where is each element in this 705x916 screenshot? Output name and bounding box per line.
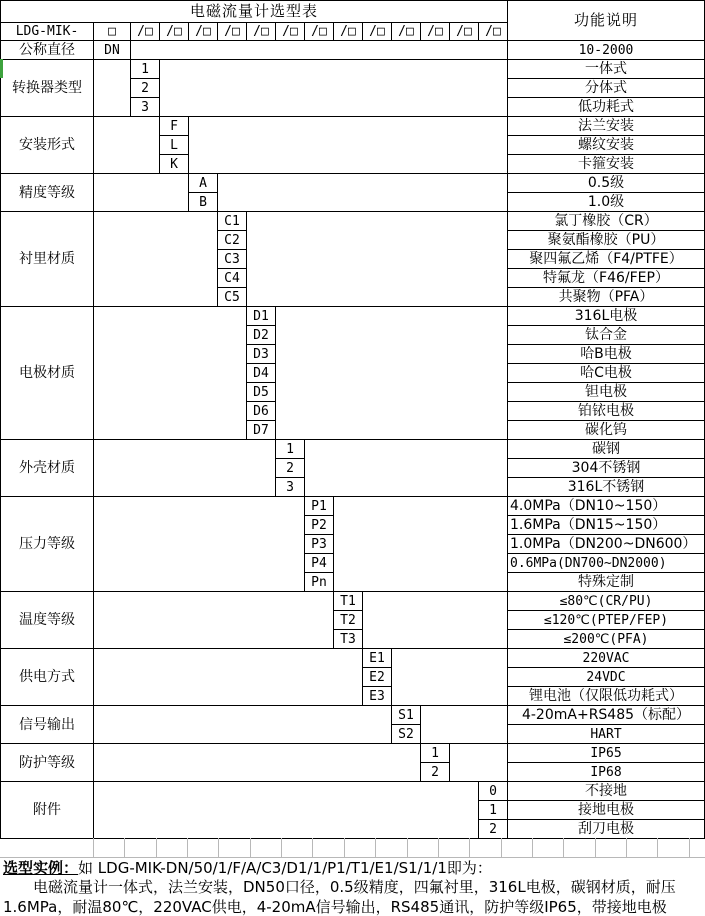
filler-cell (93, 496, 305, 592)
grid-line-vertical (312, 838, 313, 857)
selection-marker (0, 59, 3, 78)
function-cell: 低功耗式 (507, 97, 705, 117)
function-cell: 螺纹安装 (507, 135, 705, 155)
code-cell: 2 (130, 78, 160, 98)
model-slot-box: /□ (188, 22, 218, 41)
grid-line-vertical (469, 838, 470, 857)
code-cell: P2 (304, 515, 334, 535)
grid-line-vertical (156, 838, 157, 857)
code-cell: F (159, 116, 189, 136)
filler-cell (93, 173, 189, 212)
grid-line-vertical (250, 838, 251, 857)
code-cell: D4 (246, 363, 276, 383)
function-cell: 特殊定制 (507, 572, 705, 592)
grid-line-vertical (595, 838, 596, 857)
function-cell: 碳化钨 (507, 420, 705, 440)
code-cell: DN (93, 40, 131, 60)
function-cell: 聚氨酯橡胶（PU） (507, 230, 705, 250)
function-cell: 1.6MPa（DN15~150） (507, 515, 705, 535)
filler-cell (93, 743, 421, 782)
section-label: 信号输出 (0, 705, 94, 744)
section-label: 外壳材质 (0, 439, 94, 497)
example-intro: 如 LDG-MIK-DN/50/1/F/A/C3/D1/1/P1/T1/E1/S1/1/1即为： (78, 859, 492, 877)
model-slot-box: □ (93, 22, 131, 41)
model-slot-box: /□ (217, 22, 247, 41)
code-cell: 3 (275, 477, 305, 497)
code-cell: 1 (275, 439, 305, 459)
filler-cell (304, 439, 508, 497)
code-cell: D2 (246, 325, 276, 345)
function-cell: 0.6MPa(DN700~DN2000) (507, 553, 705, 573)
grid-line-vertical (187, 838, 188, 857)
section-label: 衬里材质 (0, 211, 94, 307)
example-label: 选型实例： (3, 859, 79, 877)
model-slot-box: /□ (304, 22, 334, 41)
function-cell: 卡箍安装 (507, 154, 705, 174)
function-cell: 4.0MPa（DN10~150） (507, 496, 705, 516)
filler-cell (93, 211, 218, 307)
filler-cell (275, 306, 508, 440)
grid-line-vertical (657, 838, 658, 857)
code-cell: T3 (333, 629, 363, 649)
code-cell: E3 (362, 686, 392, 706)
code-cell: P4 (304, 553, 334, 573)
function-cell: 304不锈钢 (507, 458, 705, 478)
grid-line-vertical (689, 838, 690, 857)
function-cell: 316L电极 (507, 306, 705, 326)
grid-line-vertical (344, 838, 345, 857)
grid-line-vertical (124, 838, 125, 857)
section-label: 温度等级 (0, 591, 94, 649)
filler-cell (93, 648, 363, 706)
code-cell: T2 (333, 610, 363, 630)
filler-cell (449, 743, 508, 782)
code-cell: S1 (391, 705, 421, 725)
code-cell: D3 (246, 344, 276, 364)
function-cell: 哈C电极 (507, 363, 705, 383)
code-cell: C3 (217, 249, 247, 269)
model-slot-box: /□ (130, 22, 160, 41)
code-cell: D1 (246, 306, 276, 326)
section-label: 电极材质 (0, 306, 94, 440)
model-slot-box: /□ (478, 22, 508, 41)
code-cell: Pn (304, 572, 334, 592)
function-cell: 铂铱电极 (507, 401, 705, 421)
code-cell: S2 (391, 724, 421, 744)
function-cell: 10-2000 (507, 40, 705, 60)
model-prefix: LDG-MIK- (0, 22, 94, 41)
code-cell: 2 (275, 458, 305, 478)
section-label: 公称直径 (0, 40, 94, 60)
example-block (0, 858, 705, 916)
function-cell: 一体式 (507, 59, 705, 79)
function-cell: 特氟龙（F46/FEP） (507, 268, 705, 288)
section-label: 附件 (0, 781, 94, 839)
model-slot-box: /□ (449, 22, 479, 41)
grid-line-vertical (626, 838, 627, 857)
function-cell: 不接地 (507, 781, 705, 801)
function-cell: ≤80℃(CR/PU) (507, 591, 705, 611)
code-cell: T1 (333, 591, 363, 611)
function-cell: 碳钢 (507, 439, 705, 459)
code-cell: 2 (478, 819, 508, 839)
function-cell: 氯丁橡胶（CR） (507, 211, 705, 231)
model-slot-box: /□ (362, 22, 392, 41)
grid-line-vertical (93, 838, 94, 857)
model-slot-box: /□ (159, 22, 189, 41)
code-cell: P1 (304, 496, 334, 516)
filler-cell (93, 59, 131, 117)
model-slot-box: /□ (275, 22, 305, 41)
function-cell: 220VAC (507, 648, 705, 668)
function-cell: ≤120℃(PTEP/FEP) (507, 610, 705, 630)
model-slot-box: /□ (420, 22, 450, 41)
code-cell: E2 (362, 667, 392, 687)
function-cell: ≤200℃(PFA) (507, 629, 705, 649)
table-title: 电磁流量计选型表 (0, 0, 508, 23)
model-slot-box: /□ (333, 22, 363, 41)
code-cell: D6 (246, 401, 276, 421)
code-cell: 3 (130, 97, 160, 117)
filler-cell (93, 439, 276, 497)
filler-cell (217, 173, 508, 212)
filler-cell (159, 59, 508, 117)
function-cell: 1.0MPa（DN200~DN600） (507, 534, 705, 554)
grid-line-vertical (438, 838, 439, 857)
code-cell: D7 (246, 420, 276, 440)
code-cell: D5 (246, 382, 276, 402)
function-cell: 分体式 (507, 78, 705, 98)
code-cell: E1 (362, 648, 392, 668)
function-cell: HART (507, 724, 705, 744)
grid-line-vertical (218, 838, 219, 857)
code-cell: A (188, 173, 218, 193)
function-cell: 24VDC (507, 667, 705, 687)
code-cell: 2 (420, 762, 450, 782)
section-label: 安装形式 (0, 116, 94, 174)
function-cell: 钛合金 (507, 325, 705, 345)
function-cell: 0.5级 (507, 173, 705, 193)
model-slot-box: /□ (391, 22, 421, 41)
filler-cell (93, 116, 160, 174)
section-label: 压力等级 (0, 496, 94, 592)
function-cell: 接地电极 (507, 800, 705, 820)
function-column-header: 功能说明 (507, 0, 705, 41)
code-cell: 1 (420, 743, 450, 763)
code-cell: 1 (478, 800, 508, 820)
code-cell: C2 (217, 230, 247, 250)
filler-cell (188, 116, 508, 174)
code-cell: C4 (217, 268, 247, 288)
grid-line-vertical (501, 838, 502, 857)
grid-line-vertical (281, 838, 282, 857)
function-cell: 1.0级 (507, 192, 705, 212)
code-cell: C5 (217, 287, 247, 307)
filler-cell (362, 591, 508, 649)
grid-line-vertical (563, 838, 564, 857)
function-cell: 4-20mA+RS485（标配） (507, 705, 705, 725)
filler-cell (391, 648, 508, 706)
function-cell: 哈B电极 (507, 344, 705, 364)
function-cell: 316L不锈钢 (507, 477, 705, 497)
filler-cell (93, 705, 392, 744)
function-cell: IP65 (507, 743, 705, 763)
grid-line-vertical (532, 838, 533, 857)
function-cell: IP68 (507, 762, 705, 782)
function-cell: 法兰安装 (507, 116, 705, 136)
section-label: 防护等级 (0, 743, 94, 782)
code-cell: P3 (304, 534, 334, 554)
function-cell: 锂电池（仅限低功耗式） (507, 686, 705, 706)
filler-cell (93, 591, 334, 649)
filler-cell (93, 306, 247, 440)
filler-cell (420, 705, 508, 744)
section-label: 精度等级 (0, 173, 94, 212)
code-cell: L (159, 135, 189, 155)
function-cell: 钽电极 (507, 382, 705, 402)
model-slot-box: /□ (246, 22, 276, 41)
code-cell: K (159, 154, 189, 174)
code-cell: C1 (217, 211, 247, 231)
filler-cell (130, 40, 508, 60)
section-label: 供电方式 (0, 648, 94, 706)
grid-line-vertical (375, 838, 376, 857)
filler-cell (93, 781, 479, 839)
filler-cell (333, 496, 508, 592)
example-heading (3, 858, 702, 878)
example-description: 电磁流量计一体式，法兰安装，DN50口径，0.5级精度，四氟衬里，316L电极，碳钢材质，耐压1.6MPa，耐温80℃，220VAC供电，4-20mA信号输出，RS485通讯，防护等级IP65，带接地电极 (3, 878, 676, 916)
function-cell: 刮刀电极 (507, 819, 705, 839)
code-cell: 0 (478, 781, 508, 801)
function-cell: 聚四氟乙烯（F4/PTFE） (507, 249, 705, 269)
filler-cell (246, 211, 508, 307)
grid-line-vertical (407, 838, 408, 857)
section-label: 转换器类型 (0, 59, 94, 117)
code-cell: B (188, 192, 218, 212)
function-cell: 共聚物（PFA） (507, 287, 705, 307)
code-cell: 1 (130, 59, 160, 79)
